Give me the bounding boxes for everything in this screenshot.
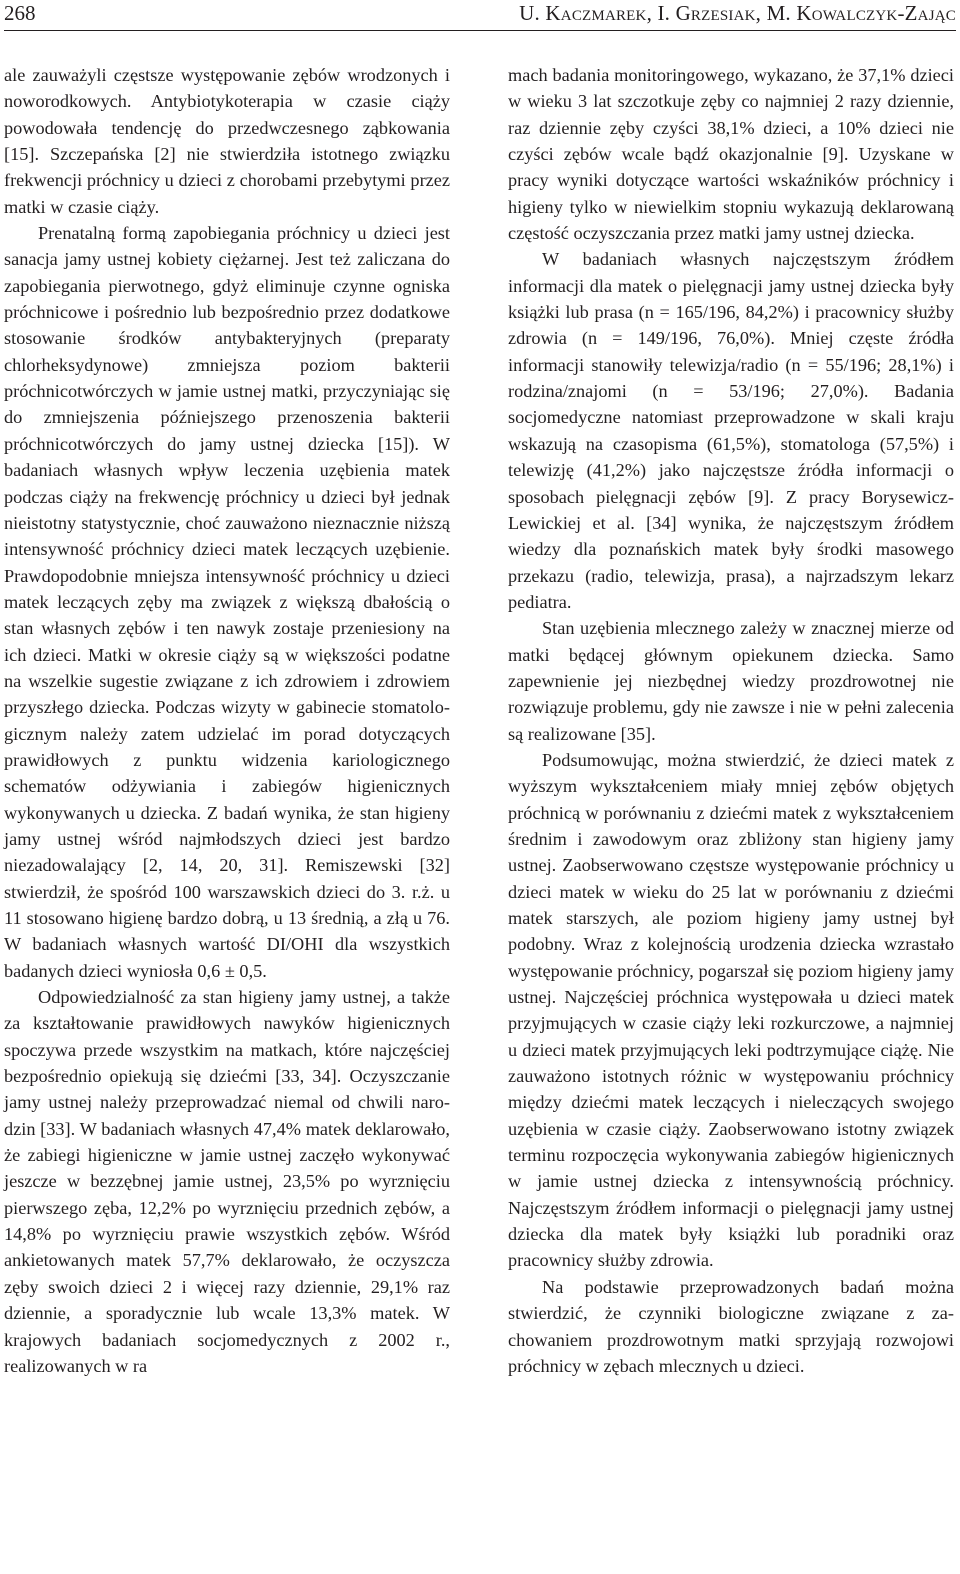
paragraph: Prenatalną formą zapobiegania próchnicy u dzieci jest sanacja jamy ustnej kobiety ciężarnej. Jest też zaliczana do zapobiegania pierwotnego, gdyż eliminuje czynne ogniska próchnicowe i pośrednio lub bezpośrednio przez dodatkowe stosowanie środków antybakteryjnych (preparaty chlorheksydynowe) zmniejsza poziom bakterii próchnicotwórczych w jamie ustnej matki, przyczyniając się do zmniejszenia późniejszego przenoszenia bakterii próchnicotwórczych do jamy ustnej dziecka [15]). W badaniach własnych wpływ leczenia uzębienia matek podczas ciąży na frekwencję próchnicy u dzieci był jednak nieistotny statystycznie, choć zauważono nieznacznie niższą intensywność próchnicy dzieci matek leczących uzębienie. Prawdopodobnie mniejsza intensywność próchnicy u dzieci matek leczących zęby ma związek z większą dbałością o stan własnych zębów i ten nawyk zostaje przeniesiony na ich dzieci. Matki w okresie ciąży są w większości podatne na wszelkie sugestie związane z ich zdrowiem i zdrowiem przyszłego dziecka. Podczas wizyty w gabinecie stomatologicznym należy zatem udzielać im porad dotyczących prawidłowych z punktu widzenia kariologicznego schematów odżywiania i zabiegów higienicznych wykonywanych u dziecka. Z badań wynika, że stan higieny jamy ustnej wśród najmłodszych dzieci jest bardzo niezadowalający [2, 14, 20, 31]. Remiszewski [32] stwierdził, że spośród 100 warszawskich dzieci do 3. r.ż. u 11 stosowano higienę bardzo dobrą, u 13 średnią, a złą u 76. W badaniach własnych wartość DI/OHI dla wszystkich badanych dzieci wyniosła 0,6 ± 0,5. — [4, 223, 450, 981]
paragraph: W badaniach własnych najczęstszym źródłem informacji dla matek o pielęgnacji jamy ustnej dziecka były książki lub prasa (n = 165/196, 84,2%) i pracownicy służby zdrowia (n = 149/196, 76,0%). Mniej częste źródła informacji stanowiły telewizja/radio (n = 55/196; 28,1%) i rodzina/znajomi (n = 53/196; 27,0%). Badania socjomedyczne natomiast przeprowadzone w skali kraju wskazują na czasopisma (61,5%), stomatologa (57,5%) i telewizję (41,2%) jako najczęstsze źródła informacji o sposobach pielęgnacji zębów [9]. Z pracy Borysewicz-Lewickiej et al. [34] wynika, że najczęstszym źródłem wiedzy dla poznańskich matek były środki masowego przekazu (radio, telewizja, prasa), a najrzadszym lekarz pediatra. — [508, 249, 954, 612]
page-header — [4, 0, 956, 31]
right-text-column — [508, 62, 954, 1379]
paragraph: Na podstawie przeprowadzonych badań można stwierdzić, że czynniki biologiczne związane z zachowaniem prozdrowotnym matki sprzyjają rozwojowi próchnicy w zębach mlecznych u dzieci. — [508, 1276, 954, 1376]
paragraph: Odpowiedzialność za stan higieny jamy ustnej, a także za kształtowanie prawidłowych nawyków higienicznych spoczywa przede wszystkim na matkach, które najczęściej bezpośrednio opiekują się dziećmi [33, 34]. Oczyszczanie jamy ustnej należy przeprowadzać niemal od chwili narodzin [33]. W badaniach własnych 47,4% matek deklarowało, że zabiegi higieniczne w jamie ustnej zaczęło wykonywać jeszcze w bezzębnej jamie ustnej, 23,5% po wyrznięciu pierwszego zęba, 12,2% po wyrznięciu przednich zębów, a 14,8% po wyrznięciu prawie wszystkich zębów. Wśród ankietowanych matek 57,7% deklarowało, że oczyszcza zęby swoich dzieci 2 i więcej razy dziennie, 29,1% raz dziennie, a sporadycznie lub wcale 13,3% matek. W krajowych badaniach socjomedycznych z 2002 r., realizowanych w ra — [4, 987, 450, 1376]
page-number: 268 — [4, 1, 36, 25]
paragraph: Podsumowując, można stwierdzić, że dzieci matek z wyższym wykształceniem miały mniej zębów objętych próchnicą w porównaniu z dziećmi matek z wykształceniem średnim i zawodowym oraz zbliżony stan higieny jamy ustnej. Zaobserwowano częstsze występowanie próchnicy u dzieci matek w wieku do 25 lat w porównaniu z dziećmi matek starszych, ale poziom higieny jamy ustnej był podobny. Wraz z kolejnością urodzenia dziecka wzrastało występowanie próchnicy, pogarszał się poziom higieny jamy ustnej. Najczęściej próchnica występowała u dzieci matek przyjmujących w czasie ciąży leki rozkurczowe, a najmniej u dzieci matek przyjmujących leki podtrzymujące ciążę. Nie zauważono istotnych różnic w występowaniu próchnicy między dziećmi matek leczących i nieleczących swojego uzębienia w czasie ciąży. Zaobserwowano istotny związek terminu rozpoczęcia wykonywania zabiegów higienicznych w jamie ustnej dziecka z intensywnością próchnicy. Najczęstszym źródłem informacji o pielęgnacji jamy ustnej dziecka dla matek były książki lub poradniki oraz pracownicy służby zdrowia. — [508, 749, 954, 1271]
left-text-column — [4, 62, 450, 1379]
paragraph: mach badania monitoringowego, wykazano, że 37,1% dzieci w wieku 3 lat szczotkuje zęby co najmniej 2 razy dziennie, raz dziennie zęby czyści 38,1% dzieci, a 10% dzieci nie czyści zębów wcale bądź okazjonalnie [9]. Uzyskane w pracy wyniki dotyczące wartości wskaźników próchnicy i higieny tylko w niewielkim stopniu wykazują deklarowaną częstość oczyszczania przez matki jamy ustnej dziecka. — [508, 65, 954, 244]
running-head-authors: U. Kaczmarek, I. Grzesiak, M. Kowalczyk-Zając — [519, 1, 956, 25]
paragraph: Stan uzębienia mlecznego zależy w znacznej mierze od matki będącej głównym opiekunem dziecka. Samo zapewnienie jej niezbędnej wiedzy prozdrowotnej nie rozwiązuje problemu, gdy nie zawsze i nie w pełni zalecenia są realizowane [35]. — [508, 618, 954, 744]
paragraph: ale zauważyli częstsze występowanie zębów wrodzonych i noworodkowych. Antybiotykoterapia w czasie ciąży powodowała tendencję do przedwczesnego ząbkowania [15]. Szczepańska [2] nie stwierdziła istotnego związku frekwencji próchnicy u dzieci z chorobami przebytymi przez matki w czasie ciąży. — [4, 65, 450, 217]
